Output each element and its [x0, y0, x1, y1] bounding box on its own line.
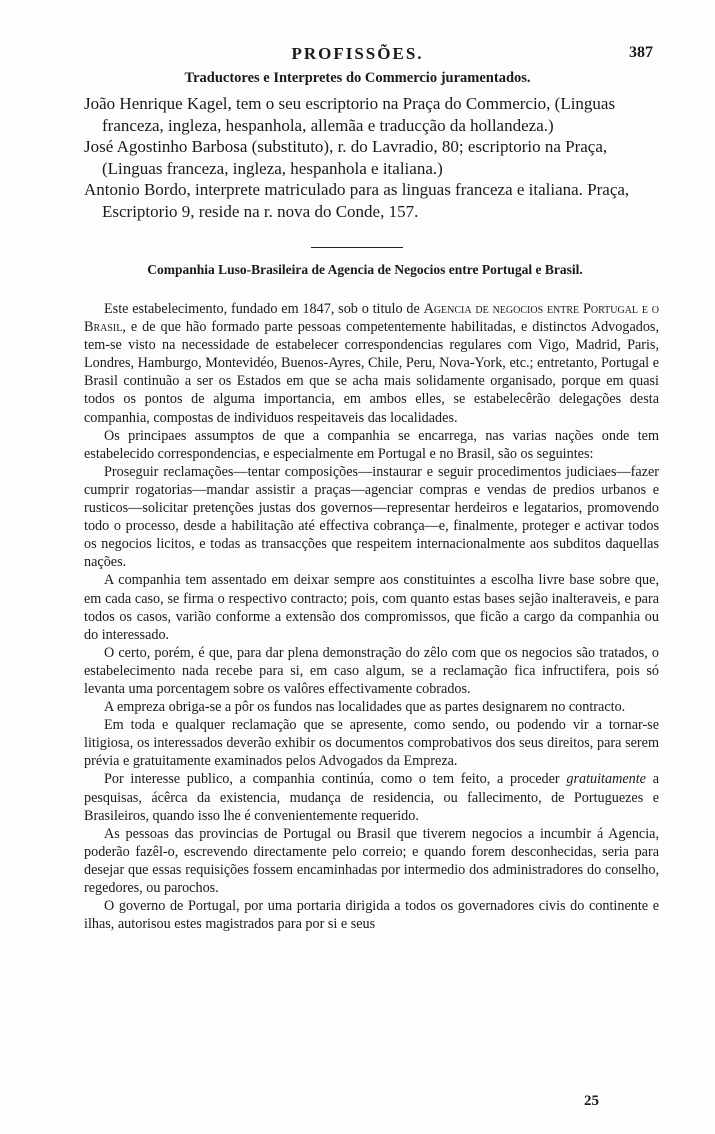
paragraph: A companhia tem assentado em deixar sempre aos constituintes a escolha livre base sobre que, em cada caso, se firma o respectivo contracto; pois, com quanto estas bases sejão inalteraveis, e para todos os casos, varião conforme a extensão dos compromissos, que ficão a cargo da companhia ou do interessado. [84, 572, 659, 643]
translator-entry: José Agostinho Barbosa (substituto), r. do Lavradio, 80; escriptorio na Praça, (Linguas franceza, ingleza, hespanhola e italiana.) [84, 137, 608, 178]
section-divider [311, 247, 403, 248]
text-run: Por interesse publico, a companhia continúa, como o tem feito, a proceder [104, 771, 560, 788]
text-run: e de que hão formado parte pessoas competentemente habilitadas, e distinctos Advogados, tem-se visto na necessidade de estabelecer correspondencias regulares com Vigo, Madrid, Paris, Londres, Hamburgo, Montevidéo, Buenos-Ayres, Chile, Peru, Nova-York, etc.; entretanto, Portugal e Brasil continuão a ser os Estados em que se acha mais solidamente organisado, porque em quasi todos os pontos de alguma importancia, em ambos elles, se estabelecêrão delegações desta companhia, compostas de individuos respeitaveis das localidades. [84, 319, 660, 426]
company-name-smallcaps: Agencia de negocios entre Portugal e o Brasil, [84, 301, 659, 336]
signature-mark: 25 [584, 1093, 599, 1109]
paragraph: Os principaes assumptos de que a companhia se encarrega, nas varias nações onde tem estabelecido correspondencias, e especialmente em Portugal e no Brasil, são os seguintes: [84, 427, 659, 462]
italic-word: gratuitamente [566, 771, 646, 788]
translator-entry: João Henrique Kagel, tem o seu escriptorio na Praça do Commercio, (Linguas franceza, ingleza, hespanhola, allemãa e traducção da hollandeza.) [84, 94, 616, 135]
paragraph: O certo, porém, é que, para dar plena demonstração do zêlo com que os negocios são tratados, o estabelecimento nada recebe para si, em caso algum, se a reclamação fica infructifera, pois só levanta uma porcentagem sobre os valôres effectivamente cobrados. [84, 644, 659, 697]
translator-entry: Antonio Bordo, interprete matriculado para as linguas franceza e italiana. Praça, Escriptorio 9, reside na r. nova do Conde, 157. [84, 180, 630, 221]
paragraph: As pessoas das provincias de Portugal ou Brasil que tiverem negocios a incumbir á Agencia, poderão fazêl-o, escrevendo directamente pelo correio; e quando forem desconhecidas, seria para desejar que essas requisições fossem encaminhadas por intermedio dos administradores do conselho, regedores, ou parochos. [84, 825, 659, 896]
section-title-translators: Traductores e Interpretes do Commercio juramentados. [184, 70, 531, 86]
section-title-company: Companhia Luso-Brasileira de Agencia de Negocios entre Portugal e Brasil. [147, 262, 583, 277]
page-number: 387 [629, 44, 653, 61]
paragraph: A empreza obriga-se a pôr os fundos nas localidades que as partes designarem no contracto. [104, 699, 626, 716]
company-body-text [84, 300, 659, 933]
translator-list [84, 93, 654, 222]
page-header [0, 44, 715, 68]
running-head: PROFISSÕES. [291, 44, 424, 63]
text-run: Este estabelecimento, fundado em 1847, sob o titulo de [104, 301, 420, 317]
paragraph [84, 770, 659, 824]
paragraph: Proseguir reclamações—tentar composições—instaurar e seguir procedimentos judiciaes—fazer cumprir rogatorias—mandar assistir a praças—agenciar compras e vendas de predios urbanos e rusticos—solicitar pretenções justas dos governos—representar herdeiros e legatarios, promovendo todo o processo, desde a habilitação até effectiva cobrança—e, finalmente, proteger e activar todos os negocios licitos, e todas as transacções que respeitem internacionalmente aos subditos daquellas nações. [84, 463, 659, 571]
paragraph: Em toda e qualquer reclamação que se apresente, como sendo, ou podendo vir a tornar-se litigiosa, os interessados deverão exhibir os documentos comprobativos dos seus direitos, para serem prévia e gratuitamente examinados pelos Advogados da Empreza. [84, 717, 659, 770]
paragraph: O governo de Portugal, por uma portaria dirigida a todos os governadores civis do continente e ilhas, autorisou estes magistrados para por si e seus [84, 898, 659, 933]
text-run: a pesquisas, ácêrca da existencia, mudança de residencia, ou fallecimento, de Portuguezes e Brasileiros, quando isso lhe é convenientemente requerido. [84, 771, 659, 824]
paragraph [84, 300, 659, 427]
